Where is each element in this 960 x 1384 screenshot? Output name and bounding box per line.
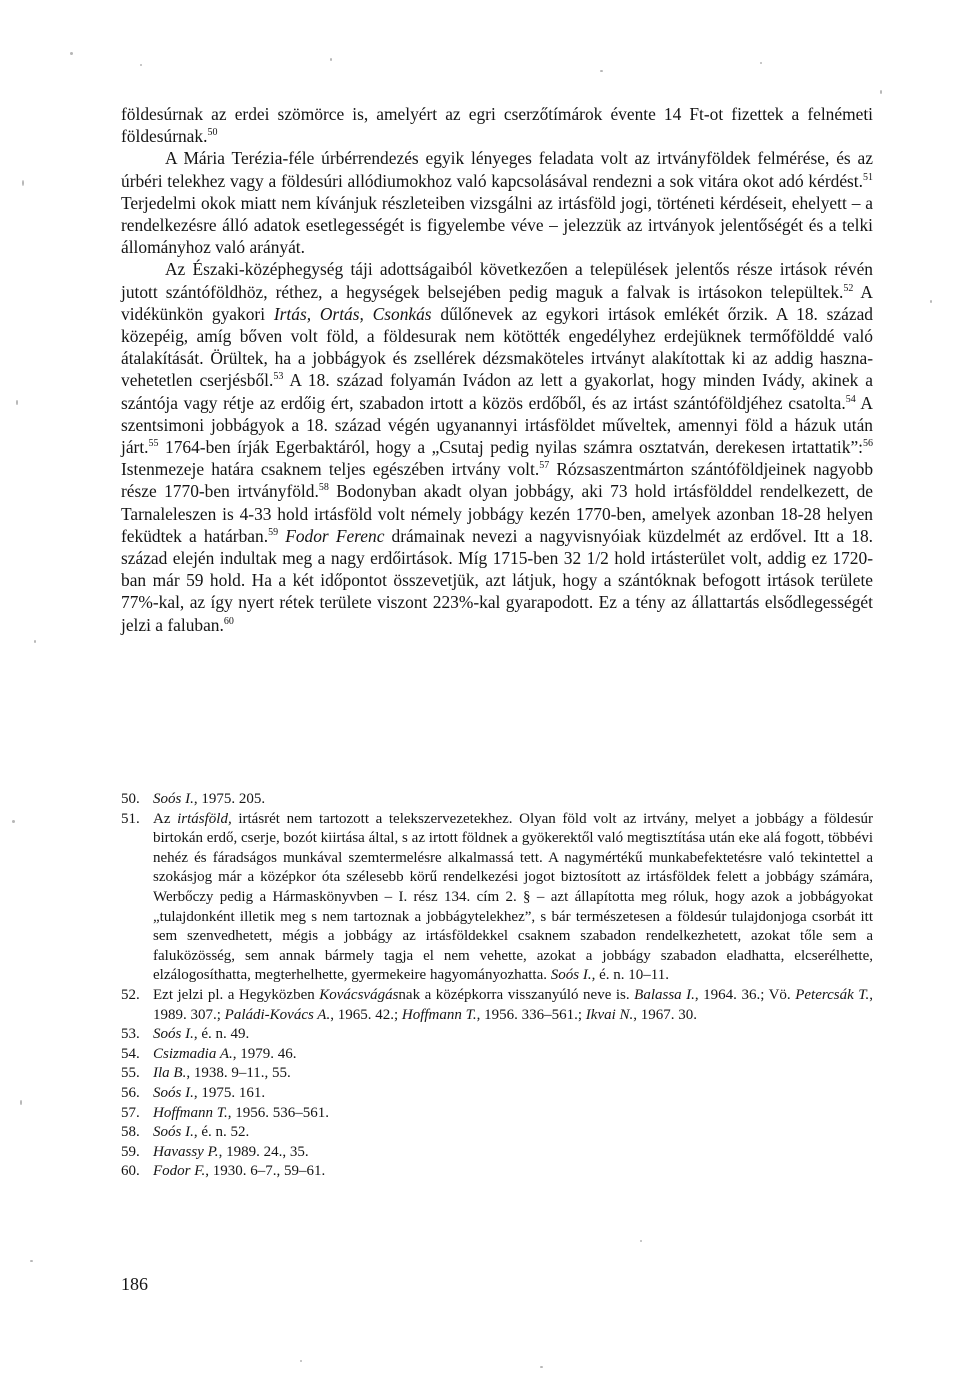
footnote [121,1123,873,1143]
text-run: dűlőnevek az egykori irtások emlékét őrzik. A 18. század közepéig, amíg bőven volt föld, a földesurak nem kötötték engedélyhez erdejüknek termőfölddé való átalakítását. Örültek, ha a jobbágyok és zsellérek dézsmaköteles irtványt alakítottak ki az addig hasznavehetetlen cserjésből. [121,303,874,391]
text-run: , 1956. 536–561. [227,1104,329,1121]
page-number: 186 [121,1274,148,1294]
footnote-number: 56. [121,1084,140,1101]
text-run: , 1975. 161. [193,1084,266,1101]
text-run: drámainak nevezi a nagyvisnyóiak küzdelmét az erdővel. Itt a 18. század elején indultak meg a nagy erdőirtások. Míg 1715-ben 32 1/2 hold irtásterület volt, addig ez 1720-ban már 59 hold. Ha a két időpontot összevetjük, azt látjuk, hogy a szántóknak befogott irtások területe 77%-kal, az így nyert rétek területe viszont 223%-kal gyarapodott. Ez a tény az állattartás elsődlegességét jelzi a faluban. [121,525,873,635]
italic-text: Fodor F. [153,1163,206,1180]
text-run: Bodonyban akadt olyan jobbágy, aki 73 hold irtásfölddel rendelkezett, de Tarnaleleszen is 4-33 hold irtásföld volt némely jobbágy kezén 1770-ben, amelyek azonban 18-28 helyen feküdtek a határban. [121,481,873,546]
footnote-ref: 58 [318,482,329,494]
footnote-ref: 52 [843,282,854,294]
footnote-number: 52. [121,986,140,1003]
footnote-ref: 56 [863,438,873,450]
footnote-number: 57. [121,1104,140,1121]
text-run: , 1965. 42.; [330,1006,402,1023]
text-run: Az [153,810,178,827]
italic-text: Kovácsvágás [319,986,399,1003]
footnote-ref: 50 [207,127,218,139]
italic-text: Soós I. [153,1124,194,1141]
text-run: , é. n. 52. [193,1124,250,1141]
text-run: földesúrnak az erdei szömörce is, amelyért az egri cserzőtímárok évente 14 Ft-ot fizettek a felnémeti földesúrnak. [121,104,873,147]
footnote [121,1045,873,1065]
text-run: A szentsimoni jobbágyok a 18. század végén ugyanannyi irtásföldet műveltek, amennyi föld a házuk után járt. [121,392,873,458]
italic-text: Soós I. [153,1084,194,1101]
text-run: , 1967. 30. [633,1006,698,1023]
text-run: irtásrét nem tartozott a telekszervezetekhez. Olyan föld volt az irtvány, melyet a jobbágy a földesúr birtokán erdő, cserje, bozót kiirtása által, s az irtott földnek a gyökerektől való megtisztítása után eke alá fogott, többévi nehéz és fáradságos munkával szemtermelésre alkalmassá tett. A nagymértékű munkabefektetésre való tekintettel a szokásjog már a középkor óta szélesebb körű rendelkezési jogot biztosított az irtásföldek felett a jobbágy számára, Werbőczy pedig a Hármaskönyvben – I. rész 134. cím 2. § – azt állapította meg róluk, hogy azok a jobbágyokat „tulajdonként illetik meg s nem tartoznak a jobbágytelekhez”, s bár természetesen a földesúr tulajdonjoga csorbát itt sem szenvedhetett, mégis a jobbágy az irtásföldekkel csaknem szabadon rendelkezhetett, azokat tőle sem a faluközösség, sem annak bármely tagja el nem vehette, azokat a jobbágy szabadon eladhatta, elcserélhette, elzálogosíthatta, megterhelhette, gyermekeire hagyományozhatta. [153,810,873,984]
text-run: , 1975. 205. [193,791,266,807]
footnote [121,1064,873,1084]
italic-text: Fodor Ferenc [285,525,385,546]
footnote-ref: 57 [539,460,550,472]
text-run: , 1989. 24., 35. [218,1143,309,1160]
footnote [121,810,873,986]
italic-text: irtásföld, [177,810,232,827]
text-run: A vidékünkön gyakori [121,281,873,324]
footnote-ref: 59 [268,527,279,539]
text-run: , 1989. 307.; [153,986,874,1023]
text-run: nak a középkorra visszanyúló neve is. [398,986,635,1003]
italic-text: Soós I. [153,791,194,807]
paragraph [121,103,873,147]
footnote-number: 50. [121,791,140,807]
text-run: , 1956. 336–561.; [476,1006,586,1023]
text-run: é. n. 10–11. [595,967,669,984]
footnote-number: 58. [121,1124,140,1141]
footnote [121,1162,873,1182]
text-run: Istenmezeje határa csaknem teljes egészében irtvány volt. [121,459,540,480]
italic-text: Balassa I. [634,986,695,1003]
body-text [121,103,873,636]
italic-text: Soós I., [550,967,596,984]
italic-text: Paládi-Kovács A. [224,1006,331,1023]
text-run: Rózsaszentmárton szántóföldjeinek nagyobb része 1770-ben irtványföld. [121,459,874,502]
italic-text: Hoffmann T. [401,1006,477,1023]
footnote-ref: 51 [863,171,873,183]
text-run: A Mária Terézia-féle úrbérrendezés egyik lényeges feladata volt az irtványföldek felmérése, és az úrbéri telekhez vagy a földesúri allódiumokhoz való kapcsolásával rendezni a sok vitára okot adó kérdést. [121,148,873,191]
footnote-ref: 53 [273,371,284,383]
footnote [121,1025,873,1045]
footnote [121,1104,873,1124]
text-run: , 1964. 36.; Vö. [694,986,796,1003]
text-run: Az Északi-középhegység táji adottságaiból következően a települések jelentős része irtások révén jutott szántóföldhöz, réthez, a hegységek belsejében pedig maguk a falvak is irtásokon települtek. [121,259,873,302]
italic-text: Csizmadia A. [153,1045,233,1062]
footnote [121,986,873,1025]
paragraph [121,147,873,258]
footnote-ref: 60 [223,615,234,627]
footnote [121,1084,873,1104]
italic-text: Soós I. [153,1026,194,1043]
paragraph [121,258,873,635]
italic-text: Ila B. [153,1065,187,1082]
italic-text: Irtás, Ortás, Csonkás [273,303,432,324]
footnote-number: 60. [121,1163,140,1180]
italic-text: Havassy P. [153,1143,219,1160]
footnote [121,790,873,810]
footnote-ref: 55 [148,438,159,450]
footnotes [121,790,873,1182]
text-run: Terjedelmi okok miatt nem kívánjuk részleteiben vizsgálni az irtásföld jogi, történeti kérdéseit, ehelyett – a rendelkezésre álló adatok esetlegességét is figyelembe véve – jelezzük az irtványok jelentőségét és a telki állományhoz való arányát. [121,192,873,258]
text-run: , 1930. 6–7., 59–61. [205,1163,326,1180]
text-run: , 1938. 9–11., 55. [186,1065,291,1082]
footnote-number: 54. [121,1045,140,1062]
footnote-number: 59. [121,1143,140,1160]
italic-text: Hoffmann T. [153,1104,228,1121]
footnote [121,1143,873,1163]
text-run: Ezt jelzi pl. a Hegyközben [153,986,320,1003]
footnote-ref: 54 [845,393,856,405]
footnote-number: 53. [121,1026,140,1043]
text-run: , é. n. 49. [193,1026,250,1043]
footnote-number: 51. [121,810,140,827]
text-run: A 18. század folyamán Ivádon az lett a gyakorlat, hogy minden Ivády, akinek a szántója vagy rétje az erdőig ért, szabadon irtott a közös erdőből, és az irtást szántóföldjéhez csatolta. [121,370,873,413]
text-run: , 1979. 46. [232,1045,297,1062]
italic-text: Ikvai N. [585,1006,634,1023]
footnote-number: 55. [121,1065,140,1082]
text-run: 1764-ben írják Egerbaktáról, hogy a „Csutaj pedig nyilas számra osztatván, derekesen irtattatik”: [158,437,863,458]
italic-text: Petercsák T. [795,986,870,1003]
